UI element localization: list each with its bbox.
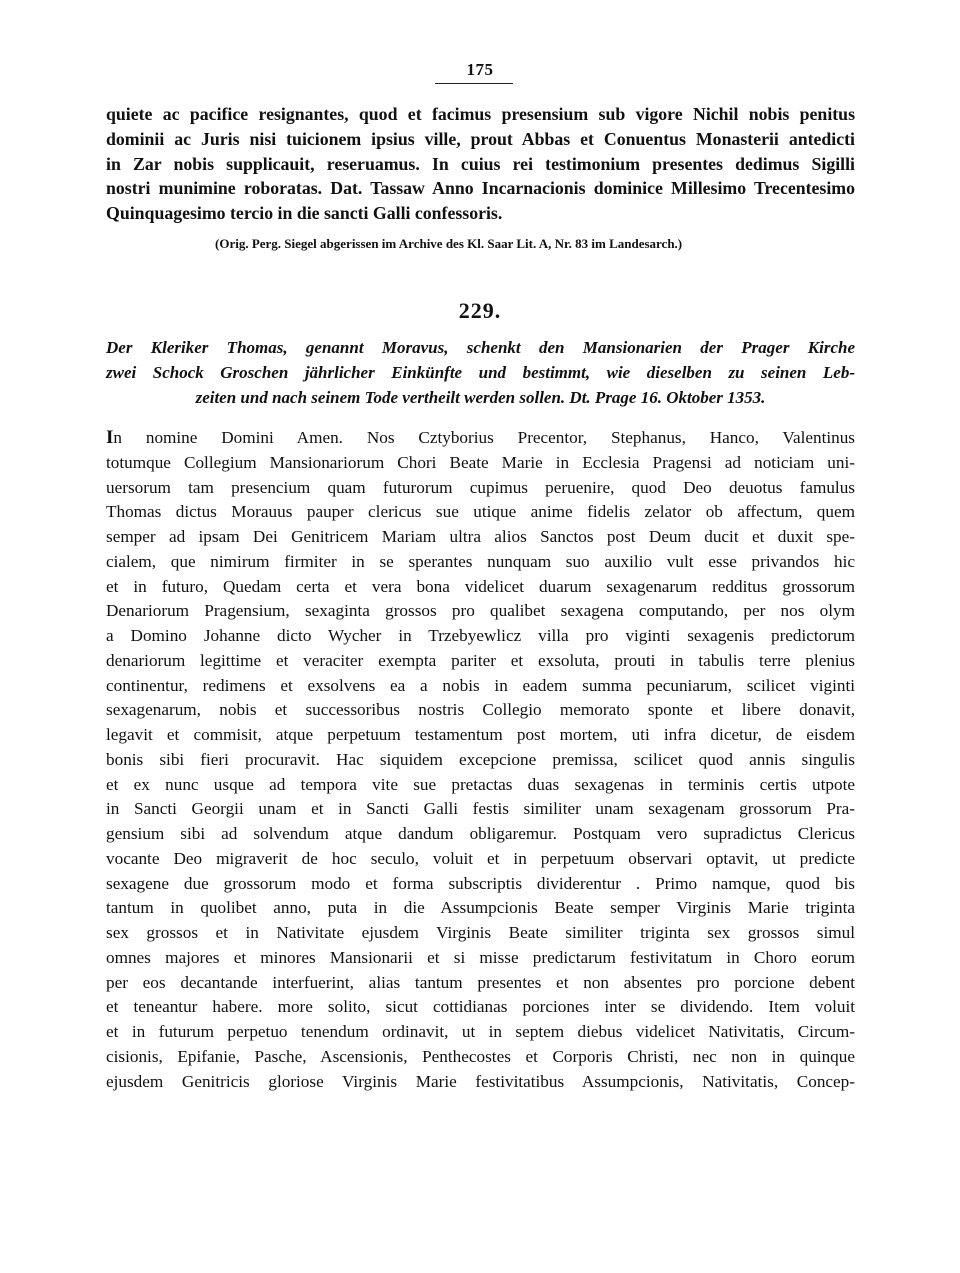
body-line: ejusdem Genitricis gloriose Virginis Marie festivitatibus Assumpcionis, Nativitatis, Concep- [106, 1071, 855, 1091]
document-regest [106, 336, 855, 410]
body-line: vocante Deo migraverit de hoc seculo, voluit et in perpetuum observari optavit, ut predicte [106, 848, 855, 868]
body-line: a Domino Johanne dicto Wycher in Trzebyewlicz villa pro viginti sexagenis predictorum [106, 626, 855, 645]
text-line: quiete ac pacifice resignantes, quod et facimus presensium sub vigore Nichil nobis penitus [106, 104, 855, 124]
text-line: Quinquagesimo tercio in die sancti Galli confessoris. [106, 203, 503, 224]
body-line: et in futurum perpetuo tenendum ordinavit, ut in septem diebus videlicet Nativitatis, Circum- [106, 1022, 855, 1041]
initial-letter: I [106, 427, 114, 448]
page-number: 175 [466, 60, 494, 79]
regest-line: Der Kleriker Thomas, genannt Moravus, schenkt den Mansionarien der Prager Kirche [106, 338, 855, 357]
body-line: totumque Collegium Mansionariorum Chori Beate Marie in Ecclesia Pragensi ad noticiam uni- [106, 452, 855, 472]
body-line: sexagene due grossorum modo et forma subscriptis dividerentur . Primo namque, quod bis [106, 873, 855, 893]
regest-line: zeiten und nach seinem Tode vertheilt werden sollen. Dt. Prage 16. Oktober 1353. [195, 387, 766, 407]
body-line: cisionis, Epifanie, Pasche, Ascensionis, Penthecostes et Corporis Christi, nec non in quinque [106, 1046, 855, 1066]
body-line: per eos decantande interfuerint, alias tantum presentes et non absentes pro porcione debent [106, 972, 855, 992]
body-line: sexagenarum, nobis et successoribus nostris Collegio memorato sponte et libere donavit, [106, 700, 855, 720]
body-line: et in futuro, Quedam certa et vera bona videlicet duarum sexagenarum redditus grossorum [106, 576, 855, 596]
first-line-text: n nomine Domini Amen. Nos Cztyborius Precentor, Stephanus, Hanco, Valentinus [113, 428, 855, 447]
page-number-rule [435, 83, 513, 84]
body-line: legavit et commisit, atque perpetuum testamentum post mortem, uti infra dicetur, de eisdem [106, 725, 855, 744]
body-line: omnes majores et minores Mansionarii et si misse predictarum festivitatum in Choro eorum [106, 947, 855, 967]
source-note: (Orig. Perg. Siegel abgerissen im Archive des Kl. Saar Lit. A, Nr. 83 im Landesarch.) [215, 236, 683, 251]
text-line: nostri munimine roboratas. Dat. Tassaw Anno Incarnacionis dominice Millesimo Trecentesimo [106, 178, 855, 199]
body-line: Thomas dictus Morauus pauper clericus sue utique anime fidelis zelator ob affectum, quem [106, 502, 855, 522]
body-line: Denariorum Pragensium, sexaginta grossos pro qualibet sexagena computando, per nos olym [106, 601, 855, 621]
body-line: uersorum tam presencium quam futurorum cupimus peruenire, quod Deo deuotus famulus [106, 477, 855, 497]
body-line: continentur, redimens et exsolvens ea a nobis in eadem summa pecuniarum, scilicet viginti [106, 675, 855, 695]
body-line: cialem, que nimirum firmiter in se sperantes nunquam suo auxilio vult esse privandos hic [106, 551, 855, 571]
regest-line: zwei Schock Groschen jährlicher Einkünfte und bestimmt, wie dieselben zu seinen Leb- [106, 362, 855, 382]
body-line: sex grossos et in Nativitate ejusdem Virginis Beate similiter triginta sex grossos simul [106, 923, 855, 942]
text-line: in Zar nobis supplicauit, reseruamus. In cuius rei testimonium presentes dedimus Sigilli [106, 153, 855, 174]
text-line: dominii ac Juris nisi tuicionem ipsius ville, prout Abbas et Conuentus Monasterii antedicti [106, 128, 855, 149]
document-number: 229. [458, 298, 502, 323]
continuation-text [106, 102, 855, 226]
body-line: denariorum legittime et veraciter exempta pariter et exsoluta, prouti in tabulis terre plenius [106, 650, 855, 670]
body-line: gensium sibi ad solvendum atque dandum obligaremur. Postquam vero supradictus Clericus [106, 824, 855, 843]
body-line: bonis sibi fieri procuravit. Hac siquidem excepcione premissa, scilicet quod annis singulis [106, 749, 855, 769]
body-line: semper ad ipsam Dei Genitricem Mariam ultra alios Sanctos post Deum ducit et duxit spe- [106, 527, 855, 546]
body-line: tantum in quolibet anno, puta in die Assumpcionis Beate semper Virginis Marie triginta [106, 898, 855, 918]
body-line: in Sancti Georgii unam et in Sancti Galli festis similiter unam sexagenam grossorum Pra- [106, 799, 855, 819]
document-body [106, 426, 855, 1094]
body-line: et ex nunc usque ad tempora vite sue pretactas duas sexagenas in terminis certis utpote [106, 774, 855, 794]
body-first-line [106, 426, 855, 451]
body-line: et teneantur habere. more solito, sicut cottidianas porciones inter se dividendo. Item voluit [106, 997, 855, 1017]
